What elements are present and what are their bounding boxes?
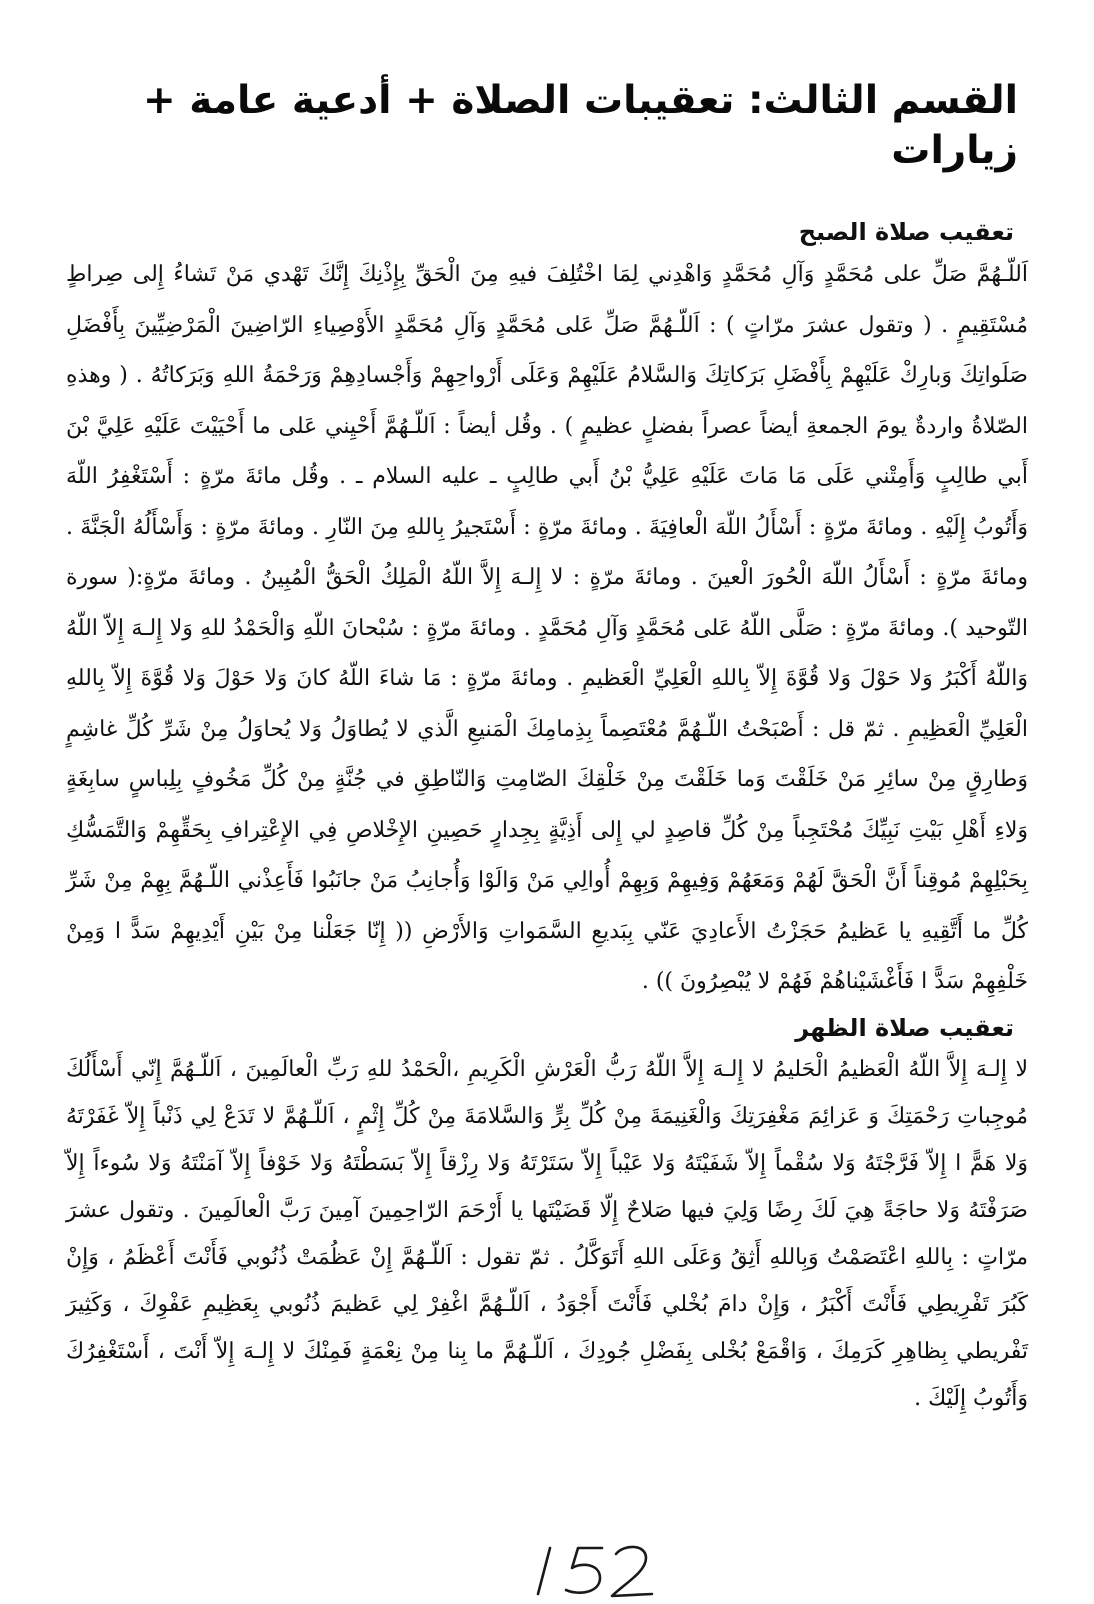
section-heading-fajr: تعقيب صلاة الصبح bbox=[798, 218, 1014, 246]
section-heading-dhuhr: تعقيب صلاة الظهر bbox=[795, 1013, 1014, 1042]
section-body-dhuhr: لا إِلـهَ إِلاَّ اللّهُ الْعَظيمُ الْحَليمُ لا إِلـهَ إِلاَّ اللّهُ رَبُّ الْعَرْشِ الْكَرِيمِ ،الْحَمْدُ للهِ رَبِّ الْعالَمِينَ ، اَللّـهُمَّ إِنّي أَسْأَلُكَ مُوجِباتِ رَحْمَتِكَ وَ عَزائِمَ مَغْفِرَتِكَ وَالْغَنِيمَةَ مِنْ كُلِّ بِرٍّ وَالسَّلامَةَ مِنْ كُلِّ إِثْمٍ ، اَللّـهُمَّ لا تَدَعْ لِي ذَنْباً إِلاّ غَفَرْتَهُ وَلا هَمًّ ا إِلاّ فَرَّجْتَهُ وَلا سُقْماً إِلاّ شَفَيْتَهُ وَلا عَيْباً إِلاّ سَتَرْتَهُ وَلا رِزْقاً إِلاّ بَسَطْتَهُ وَلا خَوْفاً إِلاّ آمَنْتَهُ وَلا سُوءاً إِلاّ صَرَفْتَهُ وَلا حاجَةً هِيَ لَكَ رِضًا وَلِيَ فيها صَلاحٌ إِلّا قَضَيْتَها يا أَرْحَمَ الرّاحِمِينَ آمِينَ رَبَّ الْعالَمِينَ . وتقول عشرَ مرّاتٍ : بِاللهِ اعْتَصَمْتُ وَبِاللهِ أَثِقُ وَعَلَى اللهِ أَتَوَكَّلُ . ثمّ تقول : اَللّـهُمَّ إِنْ عَظُمَتْ ذُنُوبي فَأَنْتَ أَعْظَمُ ، وَإِنْ كَبُرَ تَفْرِيطِي فَأَنْتَ أَكْبَرُ ، وَإِنْ دامَ بُخْلي فَأَنْتَ أَجْوَدُ ، اَللّـهُمَّ اغْفِرْ لِي عَظيمَ ذُنُوبي بِعَظِيمِ عَفْوِكَ ، وَكَثِيرَ تَفْريطي بِظاهِرِ كَرَمِكَ ، وَاقْمَعْ بُخْلى بِفَضْلِ جُودِكَ ، اَللّـهُمَّ ما بِنا مِنْ نِعْمَةٍ فَمِنْكَ لا إِلـهَ إِلاّ أَنْتَ ، أَسْتَغْفِرُكَ وَأَتُوبُ إِلَيْكَ . bbox=[66, 1056, 1028, 1411]
page-number-drawing bbox=[520, 1540, 670, 1600]
handwritten-page-number bbox=[520, 1540, 670, 1600]
page-title: القسم الثالث: تعقيبات الصلاة + أدعية عامة + زيارات bbox=[142, 78, 1018, 173]
section-body-fajr: اَللّـهُمَّ صَلِّ على مُحَمَّدٍ وَآلِ مُحَمَّدٍ وَاهْدِني لِمَا اخْتُلِفَ فيهِ مِنَ الْحَقِّ بِإِذْنِكَ إِنَّكَ تَهْدي مَنْ تَشاءُ إِلى صِراطٍ مُسْتَقِيمٍ . ( وتقول عشرَ مرّاتٍ ) : اَللّـهُمَّ صَلِّ عَلى مُحَمَّدٍ وَآلِ مُحَمَّدٍ الأَوْصِياءِ الرّاضِينَ الْمَرْضِيِّينَ بِأَفْضَلِ صَلَواتِكَ وَبارِكْ عَلَيْهِمْ بِأَفْضَلِ بَرَكاتِكَ وَالسَّلامُ عَلَيْهِمْ وَعَلَى أَرْواحِهِمْ وَأَجْسادِهِمْ وَرَحْمَةُ اللهِ وَبَرَكاتُهُ . ( وهذهِ الصّلاةُ واردةٌ يومَ الجمعةِ أيضاً عصراً بفضلٍ عظيمٍ ) . وقُل أيضاً : اَللّـهُمَّ أَحْيِني عَلى ما أَحْيَيْتَ عَلَيْهِ عَلِيَّ بْنَ أَبي طالِبٍ وَأَمِتْني عَلَى مَا مَاتَ عَلَيْهِ عَلِيُّ بْنُ أَبي طالِبٍ ـ عليه السلام ـ . وقُل مائةَ مرّةٍ : أَسْتَغْفِرُ اللّهَ وَأَتُوبُ إِلَيْهِ . ومائةَ مرّةٍ : أَسْأَلُ اللّهَ الْعافِيَةَ . ومائةَ مرّةٍ : أَسْتَجيرُ بِاللهِ مِنَ النّارِ . ومائةَ مرّةٍ : وَأَسْأَلُهُ الْجَنَّةَ . ومائةَ مرّةٍ : أَسْأَلُ اللّهَ الْحُورَ الْعينَ . ومائةَ مرّةٍ : لا إِلـهَ إِلاَّ اللّهُ الْمَلِكُ الْحَقُّ الْمُبِينُ . ومائةَ مرّةٍ:( سورة التّوحيد ). ومائةَ مرّةٍ : صَلَّى اللّهُ عَلى مُحَمَّدٍ وَآلِ مُحَمَّدٍ . ومائةَ مرّةٍ : سُبْحانَ اللّهِ وَالْحَمْدُ للهِ وَلا إِلـهَ إِلاّ اللّهُ وَاللّهُ أَكْبَرُ وَلا حَوْلَ وَلا قُوَّةَ إِلاّ بِاللهِ الْعَلِيِّ الْعَظيمِ . ومائةَ مرّةٍ : مَا شاءَ اللّهُ كانَ وَلا حَوْلَ وَلا قُوَّةَ إِلاّ بِاللهِ الْعَلِيِّ الْعَظِيمِ . ثمّ قل : أَصْبَحْتُ اللّـهُمَّ مُعْتَصِماً بِذِمامِكَ الْمَنيعِ الَّذي لا يُطاوَلُ وَلا يُحاوَلُ مِنْ شَرِّ كُلِّ غاشِمٍ وَطارِقٍ مِنْ سائِرِ مَنْ خَلَقْتَ وَما خَلَقْتَ مِنْ خَلْقِكَ الصّامِتِ وَالنّاطِقِ في جُنَّةٍ مِنْ كُلِّ مَخُوفٍ بِلِباسٍ سابِغَةٍ وَلاءِ أَهْلِ بَيْتِ نَبِيِّكَ مُحْتَجِباً مِنْ كُلِّ قاصِدٍ لي إِلى أَذِيَّةٍ بِجِدارٍ حَصِينِ الإِخْلاصِ فِي الإِعْتِرافِ بِحَقِّهِمْ وَالتَّمَسُّكِ بِحَبْلِهِمْ مُوقِناً أَنَّ الْحَقَّ لَهُمْ وَمَعَهُمْ وَفِيهِمْ وَبِهِمْ أُوالِي مَنْ وَالَوْا وَأُجانِبُ مَنْ جانَبُوا فَأَعِذْني اللّـهُمَّ بِهِمْ مِنْ شَرِّ كُلِّ ما أَتَّقِيهِ يا عَظيمُ حَجَزْتُ الأَعادِيَ عَنّي بِبَديعِ السَّمَواتِ وَالأَرْضِ (( إِنّا جَعَلْنا مِنْ بَيْنِ أَيْدِيهِمْ سَدًّ ا وَمِنْ خَلْفِهِمْ سَدًّ ا فَأَغْشَيْناهُمْ فَهُمْ لا يُبْصِرُونَ )) . bbox=[66, 262, 1028, 994]
